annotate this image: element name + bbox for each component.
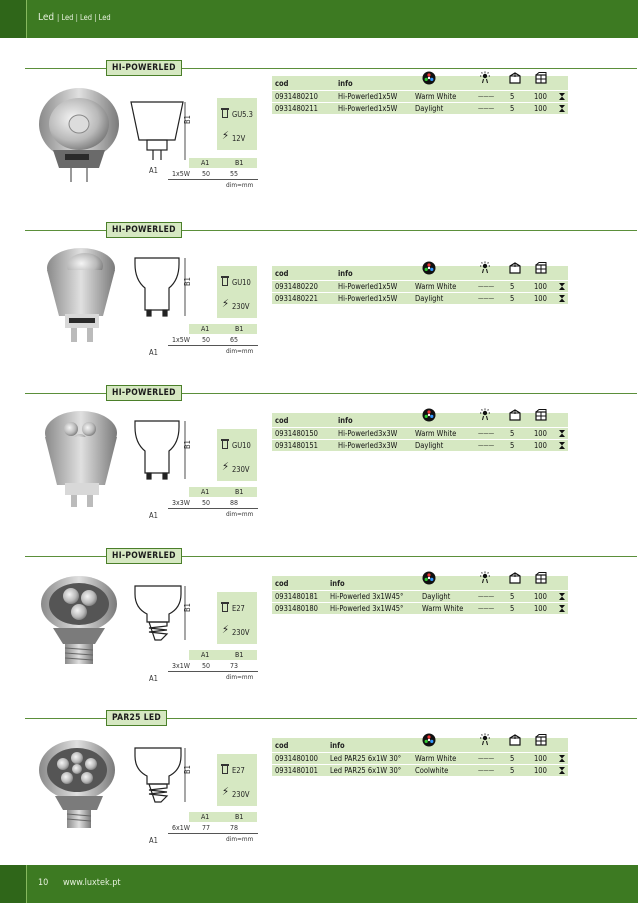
hourglass-icon — [559, 442, 565, 449]
website-link[interactable]: www.luxtek.pt — [63, 878, 121, 888]
lightning-icon: ⚡︎ — [222, 460, 229, 473]
box-icon — [508, 407, 522, 421]
a1-value: 50 — [202, 336, 211, 344]
product-code: 0931480100 — [275, 754, 318, 763]
pack-size: 100 — [534, 604, 547, 613]
power-value: 1x5W — [172, 336, 190, 344]
b1-header: B1 — [235, 813, 244, 821]
pack-size: 100 — [534, 294, 547, 303]
hourglass-icon — [559, 430, 565, 437]
socket-type: GU10 — [232, 278, 251, 287]
lightning-icon: ⚡︎ — [222, 623, 229, 636]
product-table — [272, 407, 568, 451]
b1-value: 88 — [230, 499, 239, 507]
product-code: 0931480210 — [275, 92, 318, 101]
boxes-icon — [534, 70, 548, 84]
dimension-values — [168, 662, 258, 672]
dash-placeholder: ——— — [478, 593, 495, 600]
power-value: 1x5W — [172, 170, 190, 178]
socket-type: E27 — [232, 604, 245, 613]
b1-value: 78 — [230, 824, 239, 832]
color-wheel-icon — [422, 260, 436, 274]
voltage: 230V — [232, 790, 250, 799]
product-table — [272, 260, 568, 304]
a1-header: A1 — [201, 488, 210, 496]
dimension-values — [168, 170, 258, 180]
cod-header: cod — [275, 269, 289, 278]
product-table — [272, 732, 568, 776]
product-code: 0931480180 — [275, 604, 318, 613]
light-color: Warm White — [415, 282, 457, 291]
color-wheel-icon — [422, 570, 436, 584]
product-code: 0931480101 — [275, 766, 318, 775]
product-table — [272, 70, 568, 114]
dimension-unit: dim=mm — [226, 181, 254, 189]
pack-size: 100 — [534, 104, 547, 113]
hourglass-icon — [559, 295, 565, 302]
product-info: Hi-Powerled1x5W — [338, 282, 398, 291]
voltage: 230V — [232, 302, 250, 311]
light-color: Warm White — [415, 754, 457, 763]
pack-size: 100 — [534, 592, 547, 601]
product-section — [0, 58, 638, 198]
table-row — [272, 603, 568, 614]
lamp-icon — [478, 570, 492, 584]
dimension-header — [189, 324, 257, 334]
quantity: 5 — [510, 604, 515, 613]
a1-value: 50 — [202, 170, 211, 178]
table-header — [272, 732, 568, 752]
table-row — [272, 281, 568, 292]
product-section — [0, 546, 638, 686]
section-title: HI-POWERLED — [106, 548, 182, 564]
lamp-icon — [478, 260, 492, 274]
a1-label: A1 — [149, 511, 158, 520]
quantity: 5 — [510, 754, 515, 763]
product-info: Hi-Powerled1x5W — [338, 92, 398, 101]
product-photo — [33, 84, 125, 184]
hourglass-icon — [559, 755, 565, 762]
dash-placeholder: ——— — [478, 105, 495, 112]
lightning-icon: ⚡︎ — [222, 129, 229, 142]
power-value: 3x1W — [172, 662, 190, 670]
b1-vertical-label: B1 — [183, 765, 192, 774]
socket-box — [217, 98, 257, 150]
footer-tab — [0, 865, 27, 903]
a1-header: A1 — [201, 651, 210, 659]
light-color: Daylight — [422, 592, 451, 601]
product-photo — [33, 246, 125, 346]
dimension-diagram — [125, 88, 197, 178]
b1-header: B1 — [235, 651, 244, 659]
pack-size: 100 — [534, 282, 547, 291]
product-code: 0931480181 — [275, 592, 318, 601]
product-code: 0931480220 — [275, 282, 318, 291]
product-code: 0931480150 — [275, 429, 318, 438]
boxes-icon — [534, 407, 548, 421]
voltage: 230V — [232, 628, 250, 637]
socket-type: GU10 — [232, 441, 251, 450]
b1-vertical-label: B1 — [183, 277, 192, 286]
product-code: 0931480151 — [275, 441, 318, 450]
table-row — [272, 440, 568, 451]
quantity: 5 — [510, 766, 515, 775]
dimension-unit: dim=mm — [226, 347, 254, 355]
pack-size: 100 — [534, 766, 547, 775]
page-header — [0, 0, 638, 38]
lamp-icon — [478, 732, 492, 746]
a1-value: 50 — [202, 499, 211, 507]
table-header — [272, 260, 568, 280]
dash-placeholder: ——— — [478, 767, 495, 774]
socket-icon — [222, 110, 228, 118]
socket-box — [217, 266, 257, 318]
lamp-icon — [478, 70, 492, 84]
product-info: Hi-Powerled 3x1W45° — [330, 604, 404, 613]
dimension-unit: dim=mm — [226, 673, 254, 681]
section-title: PAR25 LED — [106, 710, 167, 726]
power-value: 6x1W — [172, 824, 190, 832]
pack-size: 100 — [534, 441, 547, 450]
product-section — [0, 220, 638, 360]
product-info: Hi-Powerled1x5W — [338, 294, 398, 303]
table-header — [272, 70, 568, 90]
socket-icon — [222, 278, 228, 286]
lightning-icon: ⚡︎ — [222, 297, 229, 310]
section-title: HI-POWERLED — [106, 385, 182, 401]
color-wheel-icon — [422, 70, 436, 84]
quantity: 5 — [510, 104, 515, 113]
header-subtitle: | Led | Led | Led — [56, 13, 111, 22]
dimension-header — [189, 650, 257, 660]
cod-header: cod — [275, 579, 289, 588]
light-color: Daylight — [415, 441, 444, 450]
a1-label: A1 — [149, 348, 158, 357]
product-info: Led PAR25 6x1W 30° — [330, 766, 402, 775]
product-photo — [33, 572, 125, 672]
hourglass-icon — [559, 105, 565, 112]
b1-vertical-label: B1 — [183, 115, 192, 124]
cod-header: cod — [275, 79, 289, 88]
product-photo — [33, 409, 125, 509]
a1-value: 50 — [202, 662, 211, 670]
a1-header: A1 — [201, 159, 210, 167]
hourglass-icon — [559, 593, 565, 600]
a1-label: A1 — [149, 674, 158, 683]
product-info: Hi-Powerled3x3W — [338, 441, 398, 450]
section-title: HI-POWERLED — [106, 222, 182, 238]
color-wheel-icon — [422, 732, 436, 746]
socket-icon — [222, 604, 228, 612]
dash-placeholder: ——— — [478, 283, 495, 290]
dimension-values — [168, 499, 258, 509]
a1-header: A1 — [201, 813, 210, 821]
cod-header: cod — [275, 416, 289, 425]
b1-vertical-label: B1 — [183, 440, 192, 449]
product-photo — [33, 734, 125, 834]
b1-header: B1 — [235, 325, 244, 333]
socket-box — [217, 429, 257, 481]
boxes-icon — [534, 570, 548, 584]
dimension-diagram — [125, 250, 197, 340]
dimension-values — [168, 336, 258, 346]
light-color: Warm White — [415, 429, 457, 438]
light-color: Coolwhite — [415, 766, 449, 775]
table-row — [272, 91, 568, 102]
pack-size: 100 — [534, 429, 547, 438]
box-icon — [508, 70, 522, 84]
product-table — [272, 570, 568, 614]
info-header: info — [330, 741, 345, 750]
b1-header: B1 — [235, 159, 244, 167]
info-header: info — [338, 269, 353, 278]
info-header: info — [338, 79, 353, 88]
product-info: Hi-Powerled 3x1W45° — [330, 592, 404, 601]
table-header — [272, 407, 568, 427]
quantity: 5 — [510, 592, 515, 601]
table-row — [272, 765, 568, 776]
page-footer — [0, 865, 638, 903]
b1-header: B1 — [235, 488, 244, 496]
dimension-diagram — [125, 738, 197, 828]
dimension-values — [168, 824, 258, 834]
dash-placeholder: ——— — [478, 755, 495, 762]
box-icon — [508, 570, 522, 584]
socket-icon — [222, 441, 228, 449]
section-title: HI-POWERLED — [106, 60, 182, 76]
dimension-header — [189, 812, 257, 822]
product-code: 0931480211 — [275, 104, 318, 113]
power-value: 3x3W — [172, 499, 190, 507]
b1-vertical-label: B1 — [183, 603, 192, 612]
product-section — [0, 708, 638, 848]
a1-header: A1 — [201, 325, 210, 333]
hourglass-icon — [559, 605, 565, 612]
info-header: info — [338, 416, 353, 425]
light-color: Daylight — [415, 294, 444, 303]
lightning-icon: ⚡︎ — [222, 785, 229, 798]
quantity: 5 — [510, 429, 515, 438]
dash-placeholder: ——— — [478, 442, 495, 449]
product-info: Hi-Powerled3x3W — [338, 429, 398, 438]
quantity: 5 — [510, 441, 515, 450]
quantity: 5 — [510, 294, 515, 303]
socket-icon — [222, 766, 228, 774]
table-row — [272, 293, 568, 304]
table-row — [272, 591, 568, 602]
dimension-diagram — [125, 413, 197, 503]
dimension-header — [189, 487, 257, 497]
dash-placeholder: ——— — [478, 430, 495, 437]
table-row — [272, 753, 568, 764]
dimension-header — [189, 158, 257, 168]
dimension-diagram — [125, 576, 197, 666]
box-icon — [508, 260, 522, 274]
product-code: 0931480221 — [275, 294, 318, 303]
hourglass-icon — [559, 283, 565, 290]
dash-placeholder: ——— — [478, 93, 495, 100]
product-info: Hi-Powerled1x5W — [338, 104, 398, 113]
boxes-icon — [534, 260, 548, 274]
socket-type: E27 — [232, 766, 245, 775]
table-header — [272, 570, 568, 590]
hourglass-icon — [559, 767, 565, 774]
voltage: 230V — [232, 465, 250, 474]
b1-value: 65 — [230, 336, 239, 344]
product-section — [0, 383, 638, 523]
page-number: 10 — [38, 878, 49, 888]
cod-header: cod — [275, 741, 289, 750]
header-tab — [0, 0, 27, 38]
table-row — [272, 428, 568, 439]
b1-value: 55 — [230, 170, 239, 178]
light-color: Warm White — [422, 604, 464, 613]
header-title: Led | Led | Led | Led — [38, 12, 111, 23]
socket-box — [217, 754, 257, 806]
hourglass-icon — [559, 93, 565, 100]
pack-size: 100 — [534, 754, 547, 763]
dash-placeholder: ——— — [478, 605, 495, 612]
product-info: Led PAR25 6x1W 30° — [330, 754, 402, 763]
quantity: 5 — [510, 282, 515, 291]
a1-label: A1 — [149, 836, 158, 845]
light-color: Warm White — [415, 92, 457, 101]
dimension-unit: dim=mm — [226, 835, 254, 843]
socket-box — [217, 592, 257, 644]
quantity: 5 — [510, 92, 515, 101]
dimension-unit: dim=mm — [226, 510, 254, 518]
box-icon — [508, 732, 522, 746]
voltage: 12V — [232, 134, 246, 143]
light-color: Daylight — [415, 104, 444, 113]
table-row — [272, 103, 568, 114]
socket-type: GU5.3 — [232, 110, 253, 119]
dash-placeholder: ——— — [478, 295, 495, 302]
a1-label: A1 — [149, 166, 158, 175]
a1-value: 77 — [202, 824, 211, 832]
color-wheel-icon — [422, 407, 436, 421]
lamp-icon — [478, 407, 492, 421]
b1-value: 73 — [230, 662, 239, 670]
info-header: info — [330, 579, 345, 588]
pack-size: 100 — [534, 92, 547, 101]
boxes-icon — [534, 732, 548, 746]
